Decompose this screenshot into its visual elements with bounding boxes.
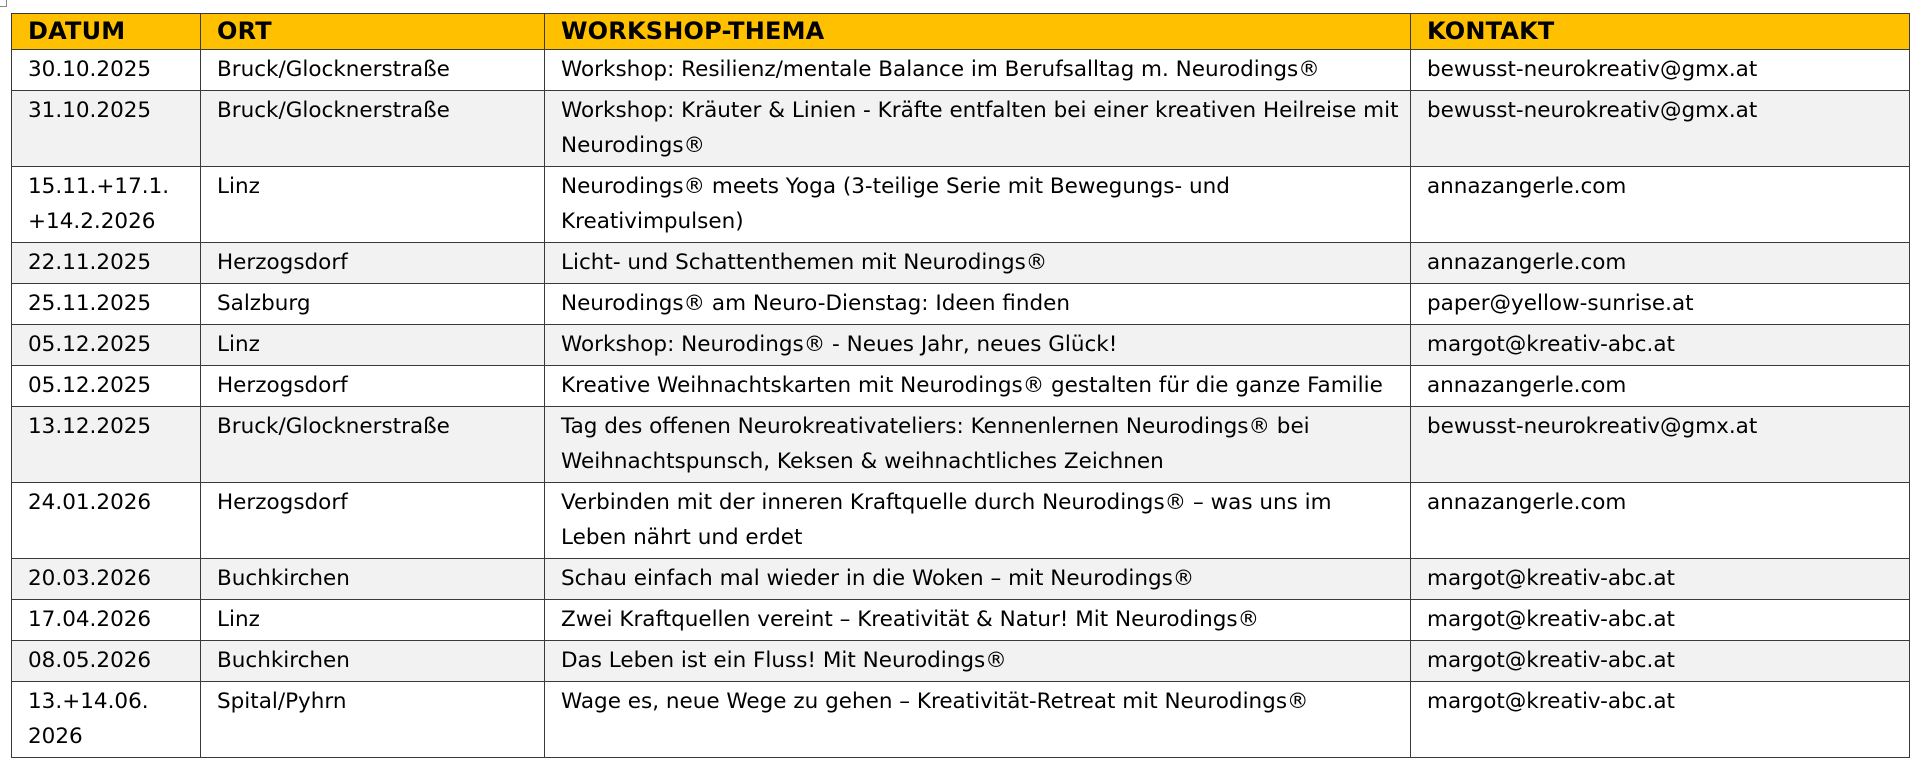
cell-ort: Herzogsdorf [201, 483, 545, 559]
cell-kontakt: margot@kreativ-abc.at [1411, 559, 1910, 600]
cell-kontakt: margot@kreativ-abc.at [1411, 325, 1910, 366]
cell-datum: 24.01.2026 [12, 483, 201, 559]
cell-ort: Herzogsdorf [201, 366, 545, 407]
cell-datum: 31.10.2025 [12, 91, 201, 167]
cell-kontakt: bewusst-neurokreativ@gmx.at [1411, 50, 1910, 91]
cell-datum: 20.03.2026 [12, 559, 201, 600]
cell-ort: Salzburg [201, 284, 545, 325]
table-row [12, 325, 1910, 366]
cell-thema: Neurodings® meets Yoga (3-teilige Serie mit Bewegungs- und Kreativimpulsen) [545, 167, 1411, 243]
column-header-workshop-thema: WORKSHOP-THEMA [545, 14, 1411, 50]
table-row [12, 682, 1910, 758]
cell-kontakt: margot@kreativ-abc.at [1411, 641, 1910, 682]
table-row [12, 483, 1910, 559]
cell-thema: Licht- und Schattenthemen mit Neurodings® [545, 243, 1411, 284]
table-row [12, 167, 1910, 243]
table-row [12, 284, 1910, 325]
cell-ort: Linz [201, 600, 545, 641]
cell-datum: 08.05.2026 [12, 641, 201, 682]
cell-thema: Workshop: Neurodings® - Neues Jahr, neues Glück! [545, 325, 1411, 366]
cell-datum: 13.+14.06. 2026 [12, 682, 201, 758]
cell-kontakt: annazangerle.com [1411, 366, 1910, 407]
cell-ort: Buchkirchen [201, 641, 545, 682]
cell-thema: Verbinden mit der inneren Kraftquelle durch Neurodings® – was uns im Leben nährt und erdet [545, 483, 1411, 559]
table-row [12, 50, 1910, 91]
cell-ort: Spital/Pyhrn [201, 682, 545, 758]
cell-kontakt: annazangerle.com [1411, 483, 1910, 559]
cell-ort: Bruck/Glocknerstraße [201, 50, 545, 91]
cell-ort: Herzogsdorf [201, 243, 545, 284]
cell-ort: Linz [201, 325, 545, 366]
cell-datum: 25.11.2025 [12, 284, 201, 325]
cell-kontakt: annazangerle.com [1411, 243, 1910, 284]
page-corner-mark [0, 0, 7, 7]
table-row [12, 407, 1910, 483]
cell-kontakt: margot@kreativ-abc.at [1411, 682, 1910, 758]
cell-thema: Workshop: Resilienz/mentale Balance im Berufsalltag m. Neurodings® [545, 50, 1411, 91]
column-header-ort: ORT [201, 14, 545, 50]
cell-thema: Das Leben ist ein Fluss! Mit Neurodings® [545, 641, 1411, 682]
table-row [12, 366, 1910, 407]
cell-ort: Bruck/Glocknerstraße [201, 407, 545, 483]
cell-ort: Linz [201, 167, 545, 243]
column-header-kontakt: KONTAKT [1411, 14, 1910, 50]
cell-datum: 30.10.2025 [12, 50, 201, 91]
cell-kontakt: annazangerle.com [1411, 167, 1910, 243]
table-row [12, 600, 1910, 641]
column-header-datum: DATUM [12, 14, 201, 50]
workshop-schedule-table [11, 13, 1910, 758]
cell-thema: Neurodings® am Neuro-Dienstag: Ideen finden [545, 284, 1411, 325]
cell-thema: Kreative Weihnachtskarten mit Neurodings® gestalten für die ganze Familie [545, 366, 1411, 407]
cell-datum: 05.12.2025 [12, 366, 201, 407]
cell-thema: Workshop: Kräuter & Linien - Kräfte entfalten bei einer kreativen Heilreise mit Neurodings® [545, 91, 1411, 167]
table-row [12, 243, 1910, 284]
cell-thema: Wage es, neue Wege zu gehen – Kreativität-Retreat mit Neurodings® [545, 682, 1411, 758]
cell-datum: 05.12.2025 [12, 325, 201, 366]
cell-thema: Zwei Kraftquellen vereint – Kreativität & Natur! Mit Neurodings® [545, 600, 1411, 641]
cell-ort: Bruck/Glocknerstraße [201, 91, 545, 167]
table-row [12, 559, 1910, 600]
cell-datum: 22.11.2025 [12, 243, 201, 284]
cell-ort: Buchkirchen [201, 559, 545, 600]
cell-datum: 13.12.2025 [12, 407, 201, 483]
cell-datum: 15.11.+17.1. +14.2.2026 [12, 167, 201, 243]
cell-thema: Schau einfach mal wieder in die Woken – mit Neurodings® [545, 559, 1411, 600]
table-row [12, 91, 1910, 167]
table-header-row [12, 14, 1910, 50]
cell-datum: 17.04.2026 [12, 600, 201, 641]
table-row [12, 641, 1910, 682]
cell-kontakt: margot@kreativ-abc.at [1411, 600, 1910, 641]
cell-kontakt: bewusst-neurokreativ@gmx.at [1411, 91, 1910, 167]
cell-kontakt: bewusst-neurokreativ@gmx.at [1411, 407, 1910, 483]
cell-kontakt: paper@yellow-sunrise.at [1411, 284, 1910, 325]
cell-thema: Tag des offenen Neurokreativateliers: Kennenlernen Neurodings® bei Weihnachtspunsch, Keksen & weihnachtliches Zeichnen [545, 407, 1411, 483]
